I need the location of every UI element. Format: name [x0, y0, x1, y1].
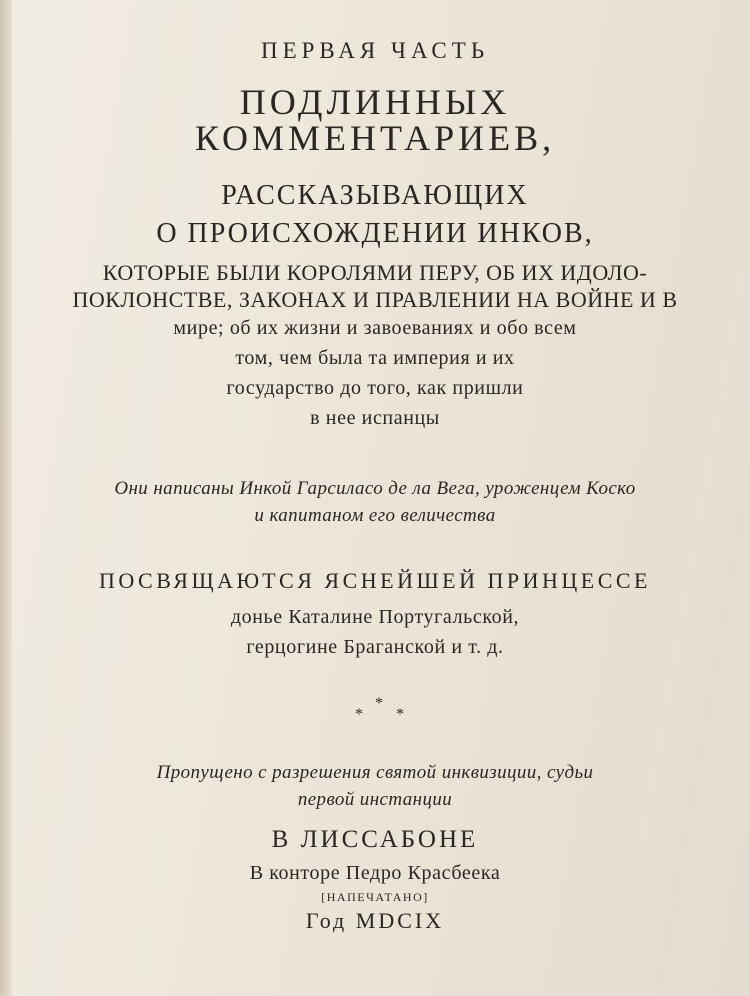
imprint-year: Год MDCIX [305, 908, 445, 933]
title-line-2: ПОДЛИННЫХ [239, 82, 511, 122]
description-line-4: том, чем была та империя и их [235, 347, 515, 369]
description-line-3: мире; об их жизни и завоеваниях и обо всем [173, 317, 577, 339]
imprint-printed-note: [НАПЕЧАТАНО] [321, 890, 429, 904]
ornament-star-right: * [396, 706, 404, 723]
imprint-city: В ЛИССАБОНЕ [271, 826, 479, 853]
description-line-6: в нее испанцы [310, 407, 440, 429]
dedication-line-3: герцогине Браганской и т. д. [246, 636, 504, 658]
description-line-5: государство до того, как пришли [226, 377, 524, 399]
author-line-2: и капитаном его величества [254, 505, 496, 526]
approval-line-1: Пропущено с разрешения святой инквизиции, судьи [156, 762, 594, 783]
approval-line-2: первой инстанции [297, 789, 453, 810]
author-line-1: Они написаны Инкой Гарсиласо де ла Вега, уроженцем Коско [114, 478, 636, 499]
title-part: ПЕРВАЯ ЧАСТЬ [260, 38, 490, 63]
description-line-1: КОТОРЫЕ БЫЛИ КОРОЛЯМИ ПЕРУ, ОБ ИХ ИДОЛО- [102, 260, 648, 285]
ornament-star-left: * [355, 706, 363, 723]
dedication-heading: ПОСВЯЩАЮТСЯ ЯСНЕЙШЕЙ ПРИНЦЕССЕ [99, 568, 651, 593]
title-line-5: О ПРОИСХОЖДЕНИИ ИНКОВ, [156, 218, 594, 249]
imprint-printer: В конторе Педро Красбеека [249, 862, 501, 884]
title-line-4: РАССКАЗЫВАЮЩИХ [221, 180, 529, 211]
title-line-3: КОММЕНТАРИЕВ, [194, 118, 556, 158]
ornament-star-top: * [375, 695, 383, 712]
description-line-2: ПОКЛОНСТВЕ, ЗАКОНАХ И ПРАВЛЕНИИ НА ВОЙНЕ И В [72, 287, 678, 312]
dedication-line-2: донье Каталине Португальской, [230, 606, 520, 628]
